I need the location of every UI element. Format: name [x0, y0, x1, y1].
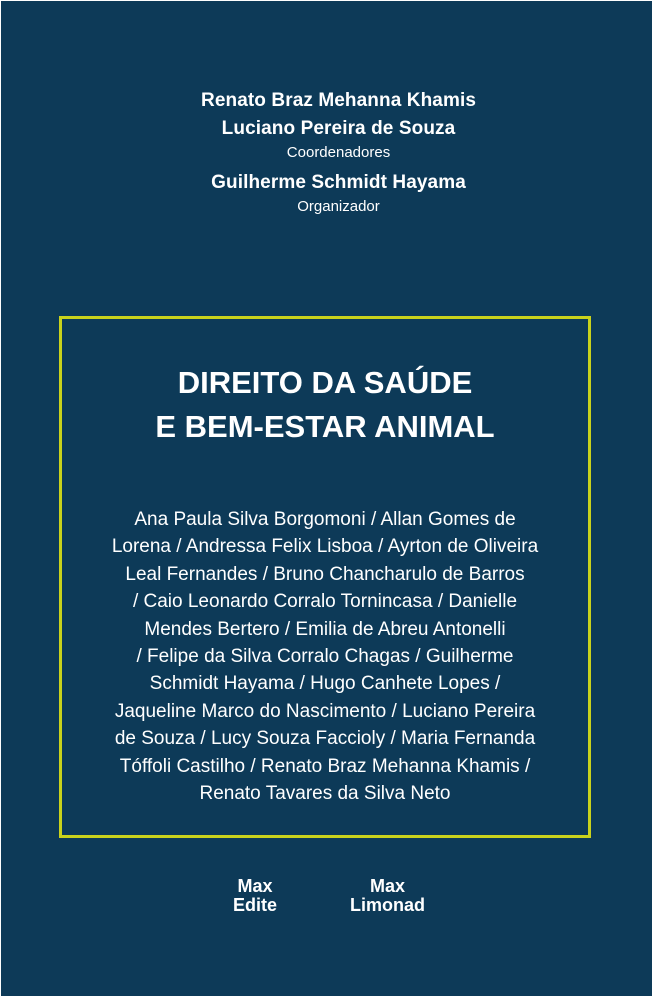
authors-line: Schmidt Hayama / Hugo Canhete Lopes / — [149, 673, 501, 695]
organizer-role-label: Organizador — [297, 198, 380, 215]
authors-list — [76, 506, 574, 807]
coordinators-role-label: Coordenadores — [286, 144, 391, 161]
authors-line: Jaqueline Marco do Nascimento / Luciano Pereira — [114, 700, 536, 722]
authors-line: Tóffoli Castilho / Renato Braz Mehanna Khamis / — [119, 755, 531, 777]
publisher-logo-max-edite — [233, 877, 277, 915]
publisher-logo-text: Limonad — [350, 895, 425, 915]
coordinator-name: Renato Braz Mehanna Khamis — [201, 90, 476, 111]
authors-line: Mendes Bertero / Emilia de Abreu Antonelli — [144, 618, 506, 640]
coordinator-name: Luciano Pereira de Souza — [221, 118, 456, 139]
publisher-logo-text: Max — [237, 876, 273, 896]
book-title-line: DIREITO DA SAÚDE — [177, 365, 473, 400]
authors-line: Leal Fernandes / Bruno Chancharulo de Barros — [125, 563, 525, 585]
authors-line: Lorena / Andressa Felix Lisboa / Ayrton de Oliveira — [111, 536, 539, 558]
publisher-logo-text: Edite — [233, 895, 278, 915]
publisher-logo-max-limonad — [350, 877, 425, 915]
authors-line: / Felipe da Silva Corralo Chagas / Guilherme — [136, 646, 514, 668]
book-cover — [1, 1, 652, 996]
publisher-logo-text: Max — [369, 876, 405, 896]
title-frame — [59, 316, 591, 838]
book-title-line: E BEM-ESTAR ANIMAL — [155, 409, 495, 444]
authors-line: Ana Paula Silva Borgomoni / Allan Gomes de — [134, 509, 516, 530]
organizer-name: Guilherme Schmidt Hayama — [211, 172, 466, 193]
authors-line: de Souza / Lucy Souza Faccioly / Maria Fernanda — [114, 728, 536, 750]
authors-line: Renato Tavares da Silva Neto — [199, 783, 451, 805]
credits-block — [1, 87, 652, 223]
authors-line: / Caio Leonardo Corralo Tornincasa / Danielle — [132, 591, 518, 613]
